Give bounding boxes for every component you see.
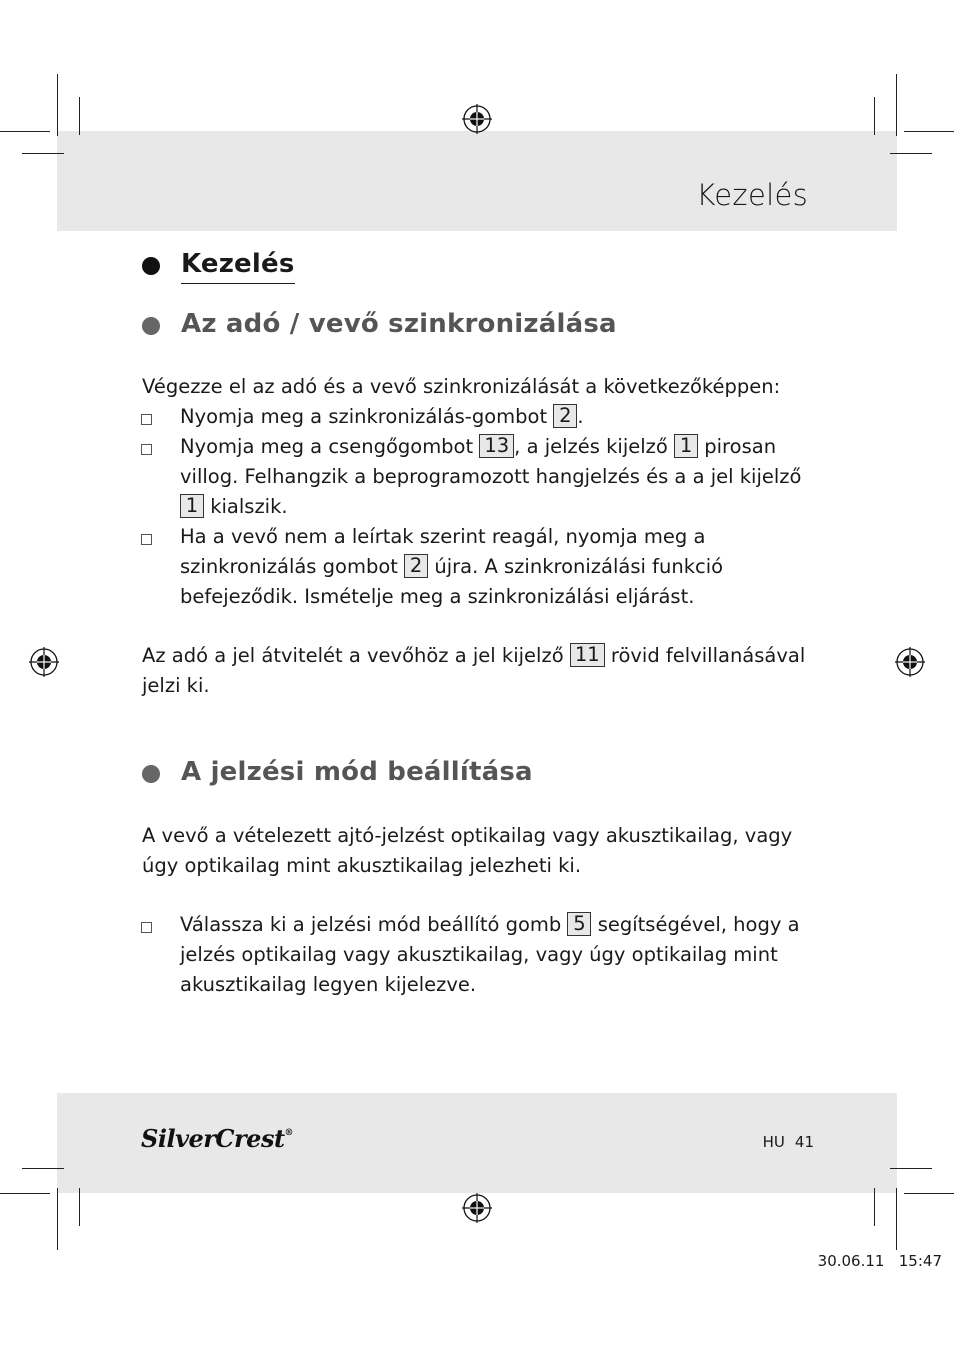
checkbox-icon [141,444,152,455]
ref-box: 1 [180,494,204,518]
sync-intro: Végezze el az adó és a vevő szinkronizálását a következőképpen: [142,375,781,398]
bullet-dot-icon [142,765,160,783]
ref-box: 2 [404,554,428,578]
signal-intro: A vevő a vételezett ajtó-jelzést optikailag vagy akusztikailag, vagy úgy optikailag mint akusztikailag jelezheti ki. [142,824,793,877]
sync-step-2: Nyomja meg a csengőgombot 13 , a jelzés kijelző 1 pirosan villog. Felhangzik a beprogramozott hangjelzés és a a jel kijelző 1 kialszik. [180,434,802,518]
ref-box: 11 [570,643,605,667]
page-number: HU 41 [762,1133,814,1151]
section-heading-sync: Az adó / vevő szinkronizálása [181,309,617,339]
section-heading-signal: A jelzési mód beállítása [181,757,533,787]
registration-mark-icon [895,647,925,677]
sync-note: Az adó a jel átvitelét a vevőhöz a jel kijelző 11 rövid felvillanásával jelzi ki. [142,643,806,697]
registration-mark-icon [462,104,492,134]
checkbox-icon [141,534,152,545]
page-header-title: Kezelés [696,178,808,212]
checkbox-icon [141,414,152,425]
bullet-dot-icon [142,257,160,275]
section-heading-main: Kezelés [181,249,295,284]
signal-step-1: Válassza ki a jelzési mód beállító gomb 5 segítségével, hogy a jelzés optikailag vagy akusztikailag, vagy úgy optikailag mint akusztikailag legyen kijelezve. [180,912,800,996]
sync-step-1: Nyomja meg a szinkronizálás-gombot 2 . [180,404,584,428]
sync-step-3: Ha a vevő nem a leírtak szerint reagál, nyomja meg a szinkronizálás gombot 2 újra. A szinkronizálási funkció befejeződik. Ismételje meg a szinkronizálási eljárást. [180,525,724,608]
registration-mark-icon [462,1193,492,1223]
ref-box: 2 [553,404,577,428]
ref-box: 1 [674,434,698,458]
print-timestamp: 30.06.11 15:47 [817,1252,942,1270]
brand-logo: SilverCrest® [141,1124,294,1153]
ref-box: 13 [479,434,514,458]
checkbox-icon [141,922,152,933]
ref-box: 5 [567,912,591,936]
registration-mark-icon [29,647,59,677]
bullet-dot-icon [142,317,160,335]
